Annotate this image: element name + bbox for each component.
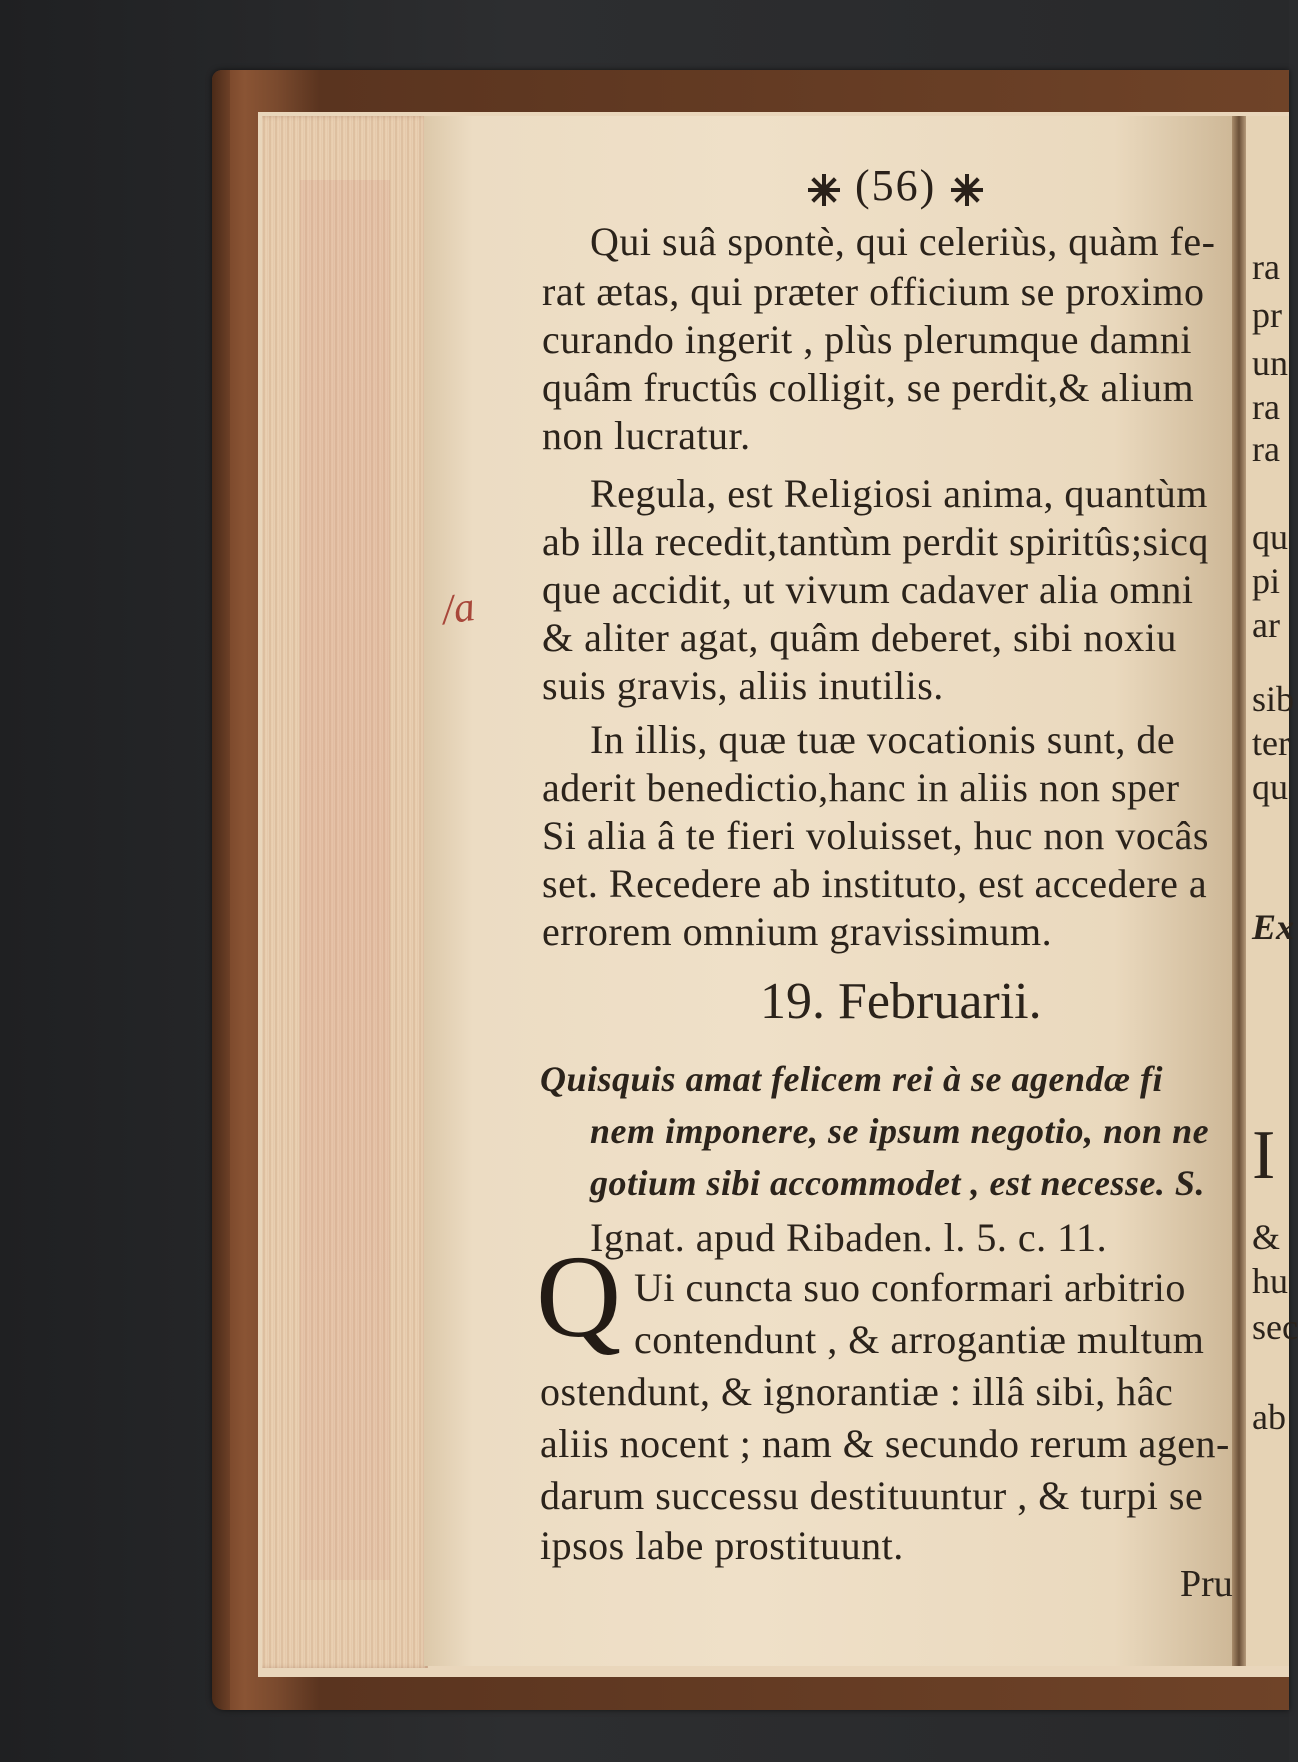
next-page-fragment: pi [1252,561,1281,601]
text-line: Regula, est Religiosi anima, quantùm [590,471,1208,516]
text-line: errorem omnium gravissimum. [542,909,1053,954]
text-line: Qui suâ spontè, qui celeriùs, quàm fe- [590,219,1216,264]
text-line: suis gravis, aliis inutilis. [542,663,944,708]
next-page-fragment: ra [1252,429,1280,469]
text-line: non lucratur. [542,413,751,458]
text-line: curando ingerit , plùs plerumque damni [542,317,1192,362]
next-page-fragment: sec [1252,1307,1298,1347]
text-line: ipsos labe prostituunt. [540,1523,904,1568]
book-gutter [1232,116,1246,1666]
next-page-fragment: pr [1252,295,1282,335]
text-line: Ui cuncta suo conformari arbitrio [634,1265,1186,1310]
next-page-fragment: qu [1252,767,1288,807]
text-line: In illis, quæ tuæ vocationis sunt, de [590,717,1176,762]
next-page-fragment: un [1252,343,1288,383]
text-line: contendunt , & arrogantiæ multum [634,1317,1205,1362]
next-page-fragment: ter [1252,723,1290,763]
cover-edge [212,70,230,1710]
page-number: (56) [855,161,937,210]
quote-line: nem imponere, se ipsum negotio, non ne [590,1111,1210,1151]
text-line: que accidit, ut vivum cadaver alia omni [542,567,1194,612]
date-heading: 19. Februarii. [760,973,1042,1030]
ornament-left-icon [806,172,842,208]
drop-cap: Q [536,1231,622,1362]
text-line: rat ætas, qui præter officium se proximo [542,269,1205,314]
ornament-right-icon [949,172,985,208]
next-page-fragment: ra [1252,387,1280,427]
page-header [806,160,985,211]
text-line: aderit benedictio,hanc in aliis non sper [542,765,1180,810]
next-page-fragment: & [1252,1217,1281,1257]
next-page-fragment: Ex [1252,907,1295,947]
catchword: Pru [1180,1563,1233,1605]
next-page-fragment: qu [1252,517,1288,557]
next-page-fragment: ra [1252,247,1280,287]
text-line: aliis nocent ; nam & secundo rerum agen- [540,1421,1230,1466]
next-page-fragment: sib [1252,679,1295,719]
text-line: darum successu destituuntur , & turpi se [540,1473,1204,1518]
quote-line: gotium sibi accommodet , est necesse. S. [590,1163,1205,1203]
text-line: & aliter agat, quâm deberet, sibi noxiu [542,615,1177,660]
quote-line: Quisquis amat felicem rei à se agendæ fi [540,1059,1163,1099]
text-line: ab illa recedit,tantùm perdit spiritûs;sicq [542,519,1209,564]
next-page-fragment: hu [1252,1261,1288,1301]
text-line: quâm fructûs colligit, se perdit,& alium [542,365,1195,410]
next-page-fragment: ar [1252,605,1280,645]
text-line: Si alia â te fieri voluisset, huc non vocâs [542,813,1209,858]
next-page-fragment: I [1252,1117,1276,1194]
next-page-fragment: ab [1252,1397,1286,1437]
text-line: ostendunt, & ignorantiæ : illâ sibi, hâc [540,1369,1174,1414]
margin-note: /a [438,583,478,635]
next-page [1246,116,1298,1666]
quote-line: Ignat. apud Ribaden. l. 5. c. 11. [590,1215,1108,1260]
text-line: set. Recedere ab instituto, est accedere a [542,861,1208,906]
edge-stain [300,180,390,1580]
